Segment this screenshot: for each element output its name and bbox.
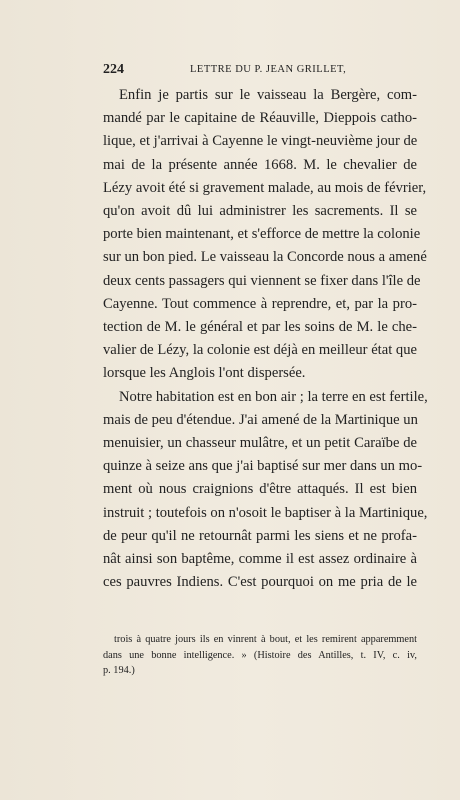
body-line: instruit ; toutefois on n'osoit le baptiser à la Martinique, [103, 504, 428, 521]
body-line: nât ainsi son baptême, comme il est assez ordinaire à [103, 551, 417, 568]
body-line: tection de M. le général et par les soins de M. le che- [103, 319, 417, 336]
body-line: ces pauvres Indiens. C'est pourquoi on me pria de le [103, 574, 417, 591]
body-line: lique, et j'arrivai à Cayenne le vingt-neuvième jour de [103, 133, 418, 150]
body-line: Cayenne. Tout commence à reprendre, et, par la pro- [103, 295, 417, 312]
footnote-line: trois à quatre jours ils en vinrent à bout, et les remirent apparemment [114, 634, 417, 645]
body-line: menuisier, un chasseur mulâtre, et un petit Caraïbe de [103, 435, 417, 452]
body-line: de peur qu'il ne retournât parmi les siens et ne profa- [103, 527, 417, 544]
body-line: Enfin je partis sur le vaisseau la Bergère, com- [119, 87, 417, 103]
body-line: mais de peu d'étendue. J'ai amené de la Martinique un [103, 411, 418, 428]
running-head: LETTRE DU P. JEAN GRILLET, [190, 64, 347, 75]
body-line: sur un bon pied. Le vaisseau la Concorde nous a amené [103, 249, 427, 266]
body-line: porte bien maintenant, et s'efforce de mettre la colonie [103, 226, 421, 243]
footnote [103, 632, 417, 679]
body-line: Notre habitation est en bon air ; la terre en est fertile, [119, 388, 428, 405]
body-line: mandé par le capitaine de Réauville, Dieppois catho- [103, 110, 417, 127]
body-line: valier de Lézy, la colonie est déjà en meilleur état que [103, 342, 417, 359]
body-line: mai de la présente année 1668. M. le chevalier de [103, 156, 417, 173]
body-line: Lézy avoit été si gravement malade, au mois de février, [103, 179, 427, 196]
footnote-line: p. 194.) [103, 665, 135, 676]
page-number: 224 [103, 62, 124, 77]
body-line: lorsque les Anglois l'ont dispersée. [103, 365, 306, 382]
body-line: quinze à seize ans que j'ai baptisé sur mer dans un mo- [103, 458, 423, 475]
body-text [103, 84, 428, 594]
body-line: deux cents passagers qui viennent se fixer dans l'île de [103, 272, 421, 289]
body-line: ment où nous craignions d'être attaqués. Il est bien [103, 481, 417, 498]
body-line: qu'on avoit dû lui administrer les sacrements. Il se [103, 203, 417, 220]
footnote-line: dans une bonne intelligence. » (Histoire des Antilles, t. IV, c. iv, [103, 649, 417, 661]
